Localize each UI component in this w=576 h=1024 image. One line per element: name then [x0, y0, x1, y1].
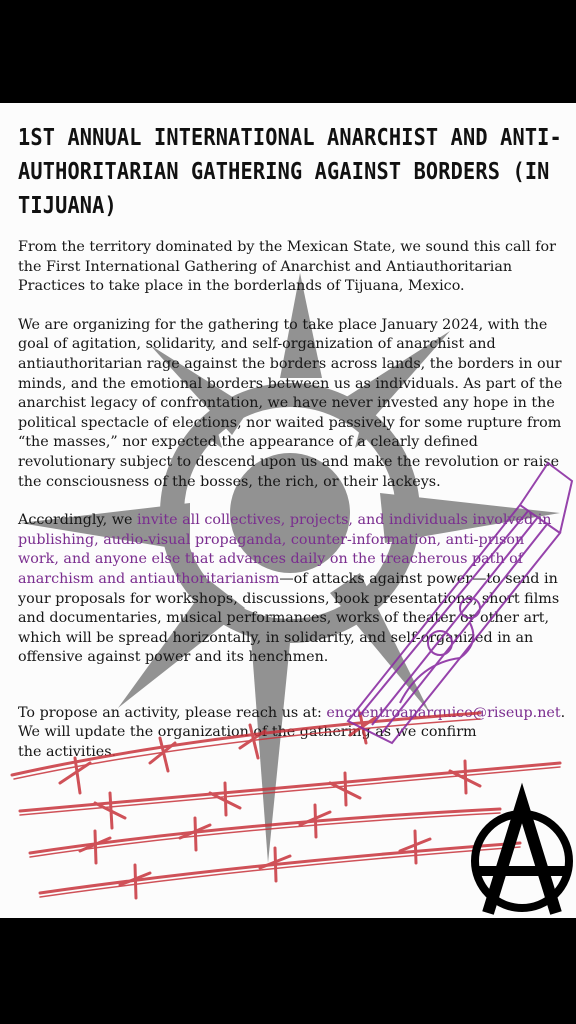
closing-paragraph: We will update the organization of the gathering as we confirm the activities.	[18, 724, 477, 761]
flyer-page	[0, 103, 576, 918]
contact-lead: To propose an activity, please reach us at:	[18, 704, 327, 721]
invitation-highlight: invite all collectives, projects, and individuals involved in publishing, audio-visual propaganda, counter-information, anti-prison work, and anyone else that advances daily on the treacherous path of anarchism and antiauthoritarianism	[18, 512, 552, 587]
invitation-rest: —of attacks against power—to send in your proposals for workshops, discussions, book presentations, short films and documentaries, musical performances, works of theater or other art, which will be spread horizontally, in solidarity, and self-organized in an offensive against power and its henchmen.	[18, 570, 560, 666]
contact-email-link[interactable]: encuentroanarquico@riseup.net	[326, 704, 561, 721]
contact-paragraph	[18, 704, 568, 724]
flyer-title: 1ST ANNUAL INTERNATIONAL ANARCHIST AND ANTI-AUTHORITARIAN GATHERING AGAINST BORDERS (IN TIJUANA)	[18, 125, 562, 219]
goals-paragraph: We are organizing for the gathering to take place January 2024, with the goal of agitation, solidarity, and self-organization of anarchist and antiauthoritarian rage against the borders across lands, the borders in our minds, and the emotional borders between us as individuals. As part of the anarchist legacy of confrontation, we have never invested any hope in the political spectacle of elections, nor waited passively for some rupture from “the masses,” nor expected the appearance of a clearly defined revolutionary subject to descend upon us and make the revolution or raise the consciousness of the bosses, the rich, or their lackeys.	[18, 316, 563, 490]
invitation-lead: Accordingly, we	[18, 512, 137, 529]
invitation-paragraph	[18, 511, 568, 668]
intro-paragraph: From the territory dominated by the Mexican State, we sound this call for the First International Gathering of Anarchist and Antiauthoritarian Practices to take place in the borderlands of Tijuana, Mexico.	[18, 239, 556, 295]
flyer-body	[18, 238, 568, 782]
contact-end: .	[560, 704, 566, 721]
